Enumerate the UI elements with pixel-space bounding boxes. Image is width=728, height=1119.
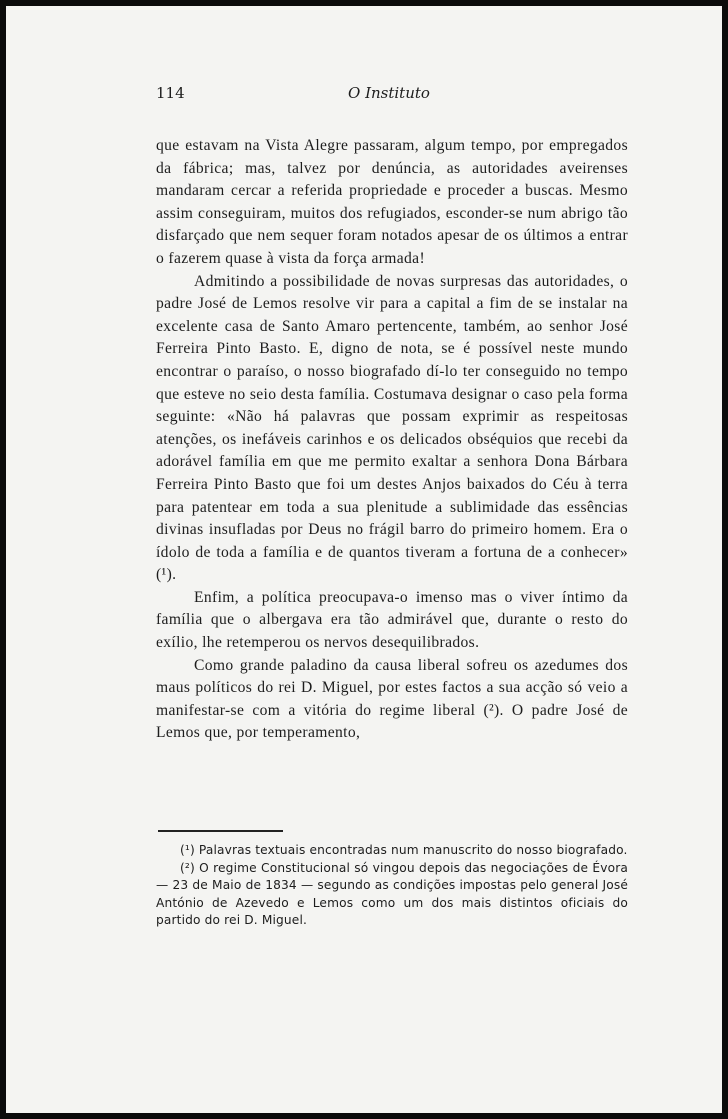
paragraph: Como grande paladino da causa liberal sofreu os azedumes dos maus políticos do rei D. Miguel, por estes factos a sua acção só veio a manifestar-se com a vitória do regime liberal (²). O padre José de Lemos que, por temperamento,	[156, 656, 628, 742]
footnote: (²) O regime Constitucional só vingou depois das negociações de Évora — 23 de Maio de 1834 — segundo as condições impostas pelo general José António de Azevedo e Lemos como um dos mais distintos oficiais do partido do rei D. Miguel.	[156, 860, 628, 928]
footnote-rule	[158, 830, 283, 832]
paragraph: Enfim, a política preocupava-o imenso mas o viver íntimo da família que o albergava era tão admirável que, durante o resto do exílio, lhe retemperou os nervos desequilibrados.	[156, 588, 628, 652]
body-text	[156, 135, 628, 745]
footnotes	[156, 842, 628, 930]
book-page	[6, 6, 722, 1113]
footnote: (¹) Palavras textuais encontradas num manuscrito do nosso biografado.	[180, 843, 628, 857]
journal-title: O Instituto	[348, 84, 430, 102]
paragraph: Admitindo a possibilidade de novas surpresas das autoridades, o padre José de Lemos resolve vir para a capital a fim de se instalar na excelente casa de Santo Amaro pertencente, também, ao senhor José Ferreira Pinto Basto. E, digno de nota, se é possível neste mundo encontrar o paraíso, o nosso biografado dí-lo ter conseguido no tempo que esteve no seio desta família. Costumava designar o caso pela forma seguinte: «Não há palavras que possam exprimir as respeitosas atenções, os inefáveis carinhos e os delicados obséquios que recebi da adorável família em que me permito exaltar a senhora Dona Bárbara Ferreira Pinto Basto que foi um destes Anjos baixados do Céu à terra para patentear em toda a sua plenitude a sublimidade das essências divinas insufladas por Deus no frágil barro do primeiro homem. Era o ídolo de toda a família e de quantos tiveram a fortuna de a conhecer» (¹).	[156, 272, 628, 584]
page-number: 114	[156, 84, 185, 102]
running-head	[156, 84, 632, 104]
paragraph: que estavam na Vista Alegre passaram, algum tempo, por empregados da fábrica; mas, talvez por denúncia, as autoridades aveirenses mandaram cercar a referida propriedade e proceder a buscas. Mesmo assim conseguiram, muitos dos refugiados, esconder-se num abrigo tão disfarçado que nem sequer foram notados apesar de os últimos a entrar o fazerem quase à vista da força armada!	[156, 137, 628, 267]
